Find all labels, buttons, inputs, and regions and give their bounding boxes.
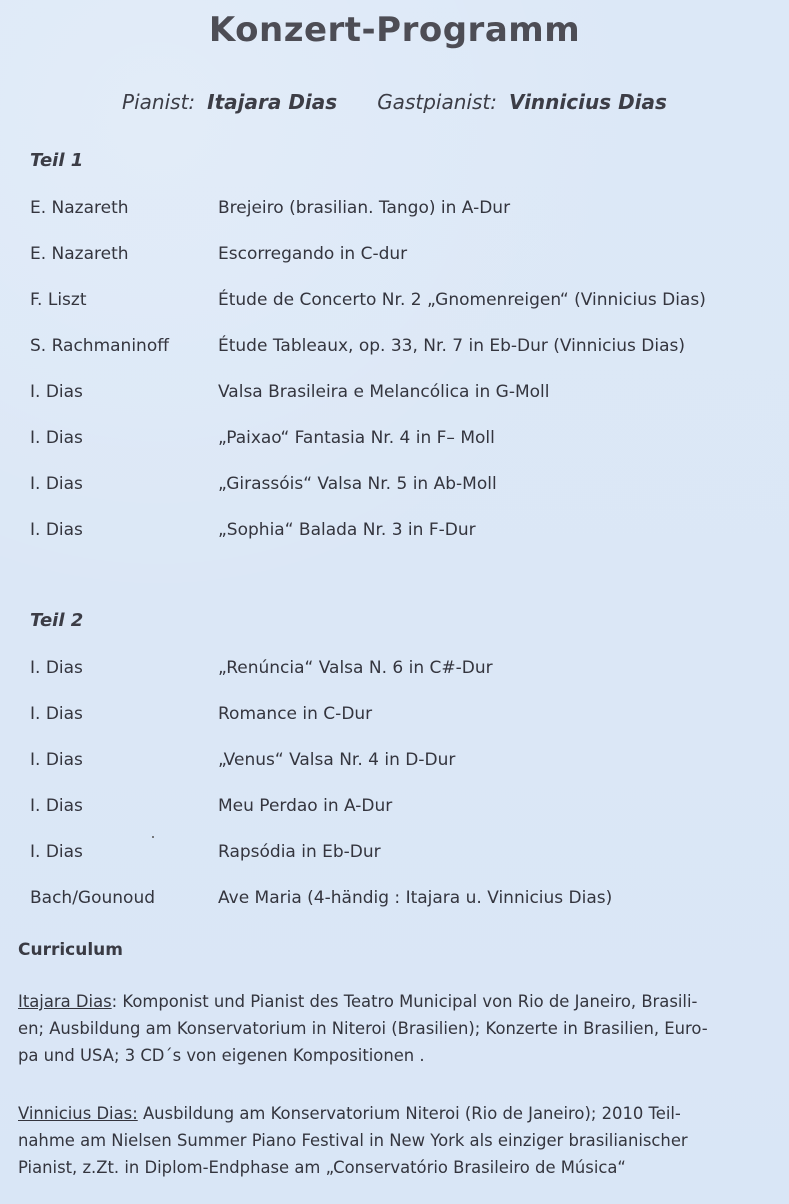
artists-line	[0, 90, 789, 114]
composer: E. Nazareth	[30, 198, 129, 218]
composer: Bach/Gounoud	[30, 888, 156, 908]
program-row	[30, 750, 770, 774]
work: Étude Tableaux, op. 33, Nr. 7 in Eb-Dur (Vinnicius Dias)	[218, 336, 686, 356]
program-row	[30, 474, 770, 498]
pianist-name: Itajara Dias	[207, 90, 338, 114]
program-row	[30, 796, 770, 820]
program-row	[30, 704, 770, 728]
bio-line: nahme am Nielsen Summer Piano Festival in New York als einziger brasilianischer	[18, 1131, 688, 1150]
composer: I. Dias	[30, 842, 83, 862]
bio-name: Itajara Dias	[18, 992, 112, 1011]
program-row	[30, 244, 770, 268]
program-row	[30, 336, 770, 360]
program-row	[30, 382, 770, 406]
bio-itajara	[18, 988, 778, 1069]
composer: I. Dias	[30, 796, 83, 816]
part1-title: Teil 1	[30, 150, 84, 171]
curriculum-title: Curriculum	[18, 940, 123, 960]
bio-name: Vinnicius Dias:	[18, 1104, 138, 1123]
work: Étude de Concerto Nr. 2 „Gnomenreigen“ (Vinnicius Dias)	[218, 290, 706, 310]
program-row	[30, 198, 770, 222]
work: „Paixao“ Fantasia Nr. 4 in F– Moll	[218, 428, 495, 448]
scan-speck	[152, 836, 154, 838]
work: Brejeiro (brasilian. Tango) in A-Dur	[218, 198, 511, 218]
work: „Sophia“ Balada Nr. 3 in F-Dur	[218, 520, 476, 540]
part2-title: Teil 2	[30, 610, 84, 631]
work: „Girassóis“ Valsa Nr. 5 in Ab-Moll	[218, 474, 497, 494]
program-row	[30, 842, 770, 866]
program-row	[30, 290, 770, 314]
work: Rapsódia in Eb-Dur	[218, 842, 381, 862]
composer: S. Rachmaninoff	[30, 336, 169, 356]
composer: I. Dias	[30, 658, 83, 678]
bio-text: Ausbildung am Konservatorium Niteroi (Rio de Janeiro); 2010 Teil-	[137, 1104, 681, 1123]
composer: E. Nazareth	[30, 244, 129, 264]
composer: I. Dias	[30, 382, 83, 402]
composer: F. Liszt	[30, 290, 87, 310]
work: „Renúncia“ Valsa N. 6 in C#-Dur	[218, 658, 493, 678]
work: Meu Perdao in A-Dur	[218, 796, 393, 816]
work: „Venus“ Valsa Nr. 4 in D-Dur	[218, 750, 456, 770]
bio-line: pa und USA; 3 CD´s von eigenen Kompositionen .	[18, 1046, 425, 1065]
bio-line: en; Ausbildung am Konservatorium in Niteroi (Brasilien); Konzerte in Brasilien, Euro-	[18, 1019, 708, 1038]
guest-pianist-label: Gastpianist:	[377, 90, 497, 114]
work: Escorregando in C-dur	[218, 244, 408, 264]
composer: I. Dias	[30, 520, 83, 540]
composer: I. Dias	[30, 474, 83, 494]
program-row	[30, 888, 770, 912]
work: Ave Maria (4-händig : Itajara u. Vinnicius Dias)	[218, 888, 613, 908]
page-title: Konzert-Programm	[208, 10, 581, 50]
bio-vinnicius	[18, 1100, 778, 1181]
composer: I. Dias	[30, 750, 83, 770]
composer: I. Dias	[30, 428, 83, 448]
bio-line	[18, 1100, 778, 1127]
program-row	[30, 428, 770, 452]
guest-pianist-name: Vinnicius Dias	[508, 90, 667, 114]
work: Romance in C-Dur	[218, 704, 373, 724]
program-row	[30, 520, 770, 544]
program-row	[30, 658, 770, 682]
composer: I. Dias	[30, 704, 83, 724]
pianist-label: Pianist:	[122, 90, 196, 114]
bio-text: : Komponist und Pianist des Teatro Municipal von Rio de Janeiro, Brasili-	[111, 992, 698, 1011]
work: Valsa Brasileira e Melancólica in G-Moll	[218, 382, 550, 402]
bio-line: Pianist, z.Zt. in Diplom-Endphase am „Conservatório Brasileiro de Música“	[18, 1158, 626, 1177]
bio-line	[18, 988, 778, 1015]
